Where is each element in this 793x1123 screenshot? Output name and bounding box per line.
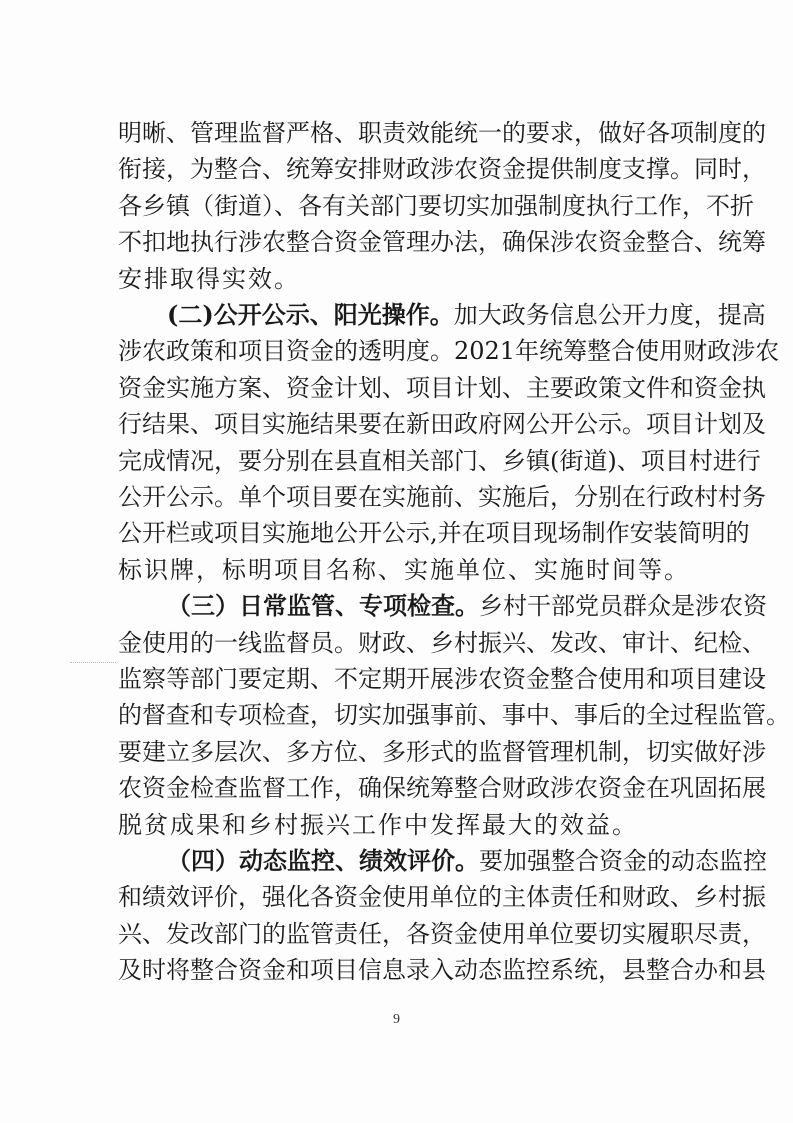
paragraph-3-heading: （三）日常监管、专项检查。 <box>167 591 479 621</box>
page-number: 9 <box>393 1012 400 1027</box>
paragraph-1-line-1: 明晰、管理监督严格、职责效能统一的要求，做好各项制度的 <box>118 119 766 147</box>
paragraph-4-first-line-text: 要加强整合资金的动态监控 <box>479 847 767 875</box>
paragraph-2-line-8: 标识牌，标明项目名称、实施单位、实施时间等。 <box>118 555 690 584</box>
paragraph-1-line-3: 各乡镇（街道）、各有关部门要切实加强制度执行工作，不折 <box>118 191 754 220</box>
margin-dotted-mark <box>70 662 116 663</box>
paragraph-3-line-4: 的督查和专项检查，切实加强事前、事中、事后的全过程监管。 <box>118 701 790 730</box>
paragraph-3-first-line-text: 乡村干部党员群众是涉农资 <box>479 592 767 621</box>
paragraph-2-first-line-text: 加大政务信息公开力度，提高 <box>453 301 766 329</box>
paragraph-2-line-4: 行结果、项目实施结果要在新田政府网公开公示。项目计划及 <box>118 410 766 439</box>
paragraph-4-first-line <box>167 846 767 876</box>
paragraph-4-line-3: 兴、发改部门的监管责任，各资金使用单位要切实履职尽责， <box>118 919 766 948</box>
paragraph-3-line-3: 监察等部门要定期、不定期开展涉农资金整合使用和项目建设 <box>118 665 766 693</box>
paragraph-3-line-6: 农资金检查监督工作，确保统筹整合财政涉农资金在巩固拓展 <box>118 774 766 803</box>
paragraph-2-line-7: 公开栏或项目实施地公开公示,并在项目现场制作安装简明的 <box>118 519 750 548</box>
paragraph-1-line-5: 安排取得实效。 <box>118 264 300 293</box>
paragraph-3-line-7: 脱贫成果和乡村振兴工作中发挥最大的效益。 <box>118 810 638 839</box>
paragraph-1-line-4: 不扣地执行涉农整合资金管理办法，确保涉农资金整合、统筹 <box>118 228 766 257</box>
paragraph-3-line-2: 金使用的一线监督员。财政、乡村振兴、发改、审计、纪检、 <box>118 628 766 657</box>
paragraph-4-line-2: 和绩效评价，强化各资金使用单位的主体责任和财政、乡村振 <box>118 883 766 912</box>
paragraph-2-heading: (二)公开公示、阳光操作。 <box>167 300 454 329</box>
paragraph-1-line-2: 衔接，为整合、统筹安排财政涉农资金提供制度支撑。同时， <box>118 155 766 184</box>
paragraph-4-line-4: 及时将整合资金和项目信息录入动态监控系统，县整合办和县 <box>118 956 766 985</box>
paragraph-2-first-line <box>167 300 766 330</box>
paragraph-2-line-3: 资金实施方案、资金计划、项目计划、主要政策文件和资金执 <box>118 373 766 402</box>
paragraph-3-first-line <box>167 591 767 621</box>
paragraph-4-heading: （四）动态监控、绩效评价。 <box>167 846 479 875</box>
paragraph-2-line-6: 公开公示。单个项目要在实施前、实施后，分别在行政村村务 <box>118 483 766 511</box>
paragraph-3-line-5: 要建立多层次、多方位、多形式的监督管理机制，切实做好涉 <box>118 737 766 766</box>
paragraph-2-line-5: 完成情况，要分别在县直相关部门、乡镇(街道)、项目村进行 <box>118 446 761 475</box>
paragraph-2-line-2: 涉农政策和项目资金的透明度。2021年统筹整合使用财政涉农 <box>118 337 780 366</box>
